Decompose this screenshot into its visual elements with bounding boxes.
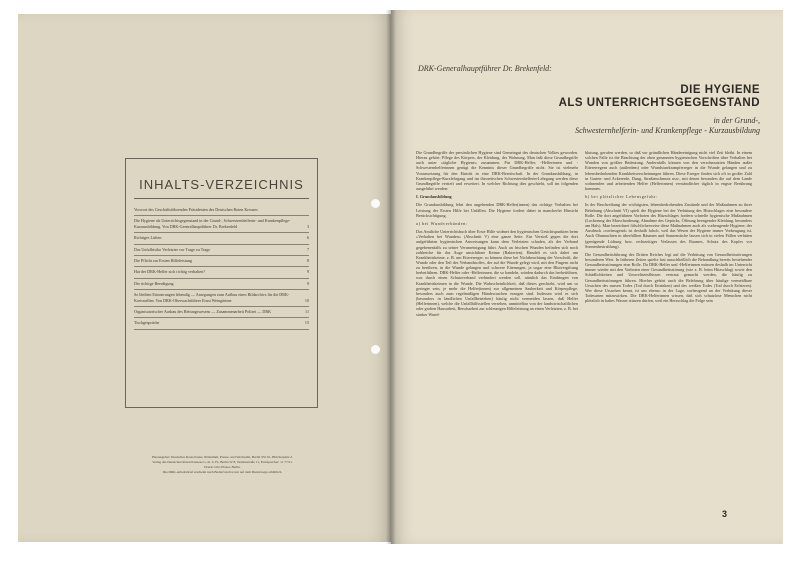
article-title (410, 84, 760, 110)
toc-entry (134, 205, 309, 216)
toc-entry-page: 9 (306, 280, 309, 286)
imprint (120, 455, 325, 475)
subsection-heading: a) bei Wundverbänden: (416, 220, 468, 226)
article-column-1 (416, 150, 578, 535)
toc-entry-page: 8 (306, 258, 309, 264)
toc-entry-page: 15 (304, 320, 309, 326)
subsection-heading: b) bei plötzlicher Lebensgefahr: (585, 194, 658, 200)
table-of-contents (125, 158, 318, 408)
toc-entry-title: Die Pflicht zur Ersten Hilfeleistung (134, 258, 192, 264)
toc-entry-page: 3 (306, 223, 309, 229)
paragraph: Die Gesundheitsführung des Dritten Reiches legt auf die Verhütung von Gesundheitsstörungen besonderen Wert. In früheren Zeiten spielte fast ausschließlich die Behandlung bereits bestehender Gesundheitsstörungen eine Rolle. Da DRK-Helfer und -Helferinnen müssen deshalb im Unterricht immer wieder mit den Vorboten einer Gesundheitsstörung (wie z. B. beim Hitzschlag) sowie den Schädlichkeiten und Umweltseinflüssen vertraut gemacht werden, die häufig zu Gesundheitsstörungen führen. Hierher gehört auch die Belehrung über häufige vermeidbare Ursachen des nassen Todes (Tod durch Ertrinken) und des weißen Todes (Tod durch Erfrieren). Wer diese Ursachen kennt, ist um ebenso in der Lage, vorbeugend an der Verhütung dieser Todesarten mitzuwirken. Die DRK-Helferinnen wissen, daß sich schutzlose Menschen nicht plötzlich in kaltes Wasser stürzen dürfen, weil ein Herzschlag die Folge sein (585, 251, 752, 304)
section-heading: I. Grundausbildung (416, 194, 452, 200)
subtitle-line: in der Grund-, (713, 116, 760, 125)
punch-hole (371, 345, 380, 354)
imprint-line: Druck: Otto Elsner, Berlin. (204, 465, 241, 469)
toc-entry (134, 256, 309, 267)
paragraph: Die Grundausbildung lehrt den angehenden DRK-Helfer(innen) das richtige Verhalten bei Leistung der Ersten Hilfe bei Unfällen. Die Hygiene fordert dabei in mancherlei Hinsicht Berücksichtigung. (416, 202, 578, 218)
book-gutter (386, 10, 396, 544)
title-line: ALS UNTERRICHTSGEGENSTAND (558, 97, 760, 109)
article-column-2 (585, 150, 752, 525)
toc-entry (134, 279, 309, 290)
toc-entry-title: Die Hygiene als Unterrichtsgegenstand in der Grund-, Schwesternhelferin- und Krankenpflege-Kurzausbildung. Von DRK-Generalhauptführer Dr. Brekenfeld (134, 218, 291, 229)
toc-entry-page: 9 (306, 269, 309, 275)
imprint-line: Herausgeber: Deutsches Rotes Kreuz, Präsidium, Presse- und Werbeamt, Berlin SW 61, Blücherplatz 2. (152, 455, 293, 459)
toc-entry (134, 318, 309, 329)
imprint-line: Verlag des Deutschen Roten Kreuzes G. m. b. H., Berlin W 8, Taubenstraße 11, Fernsprecher: 11 77 91. (152, 460, 293, 464)
toc-entry-page: 11 (305, 309, 309, 315)
subtitle-line: Schwesternhelferin- und Krankenpflege - Kurzausbildung (575, 126, 760, 135)
toc-entry (134, 245, 309, 256)
toc-entry-page: 7 (306, 246, 309, 252)
paragraph: In der Beschreibung der wichtigsten, lebensbedrohenden Zustände und der Maßnahmen zu ihrer Behebung (Abschnitt VI) spielt die Hygiene bei der Verhütung des Hitzschlages eine besondere Rolle. Die dort angeführten Vorboten des Hitzschlages fordern schnelle hygienische Maßnahmen (Lockerung der Marschordnung, Abnahme des Gepäcks, Öffnung beengender Kleidung, besonders am Hals). Man bezeichnet fälschlicherweise diese Maßnahmen auch als vorbeugende Hygiene; der Ausdruck »vorbeugend« ist deshalb falsch, weil das Wesen der Hygiene immer Vorbeugung ist. Auch Ohnmachten in überfüllten Räumen und Sonnenstiche lassen sich in vielen Fällen verhüten (genügende Lüftung bzw. rechtzeitiges Verlassen des Raumes, Schutz des Kopfes vor Sonnenbestrahlung). (585, 202, 752, 249)
toc-entry-title: Vorwort des Geschäftsführenden Präsidenten des Deutschen Roten Kreuzes (134, 207, 258, 212)
imprint-line: Die DRK-Arbeitsbrief erscheint nach Bedarf und ist nur auf dem Dienstwege erhältlich. (162, 470, 283, 474)
toc-entry-title: Die richtige Beerdigung (134, 280, 174, 286)
toc-entry-page: 6 (306, 235, 309, 241)
toc-entry (134, 267, 309, 278)
article-byline: DRK-Generalhauptführer Dr. Brekenfeld: (418, 64, 552, 73)
paragraph: Die Grundbegriffe der persönlichen Hygiene sind Gemeingut des deutschen Volkes geworden. Hierzu gehört: Pflege des Körpers, der Kleidung, der Wohnung. Man faßt diese Grundbegriffe auch unter »tägliche Hygiene« zusammen. Für DRK-Helfer, -Helferinnen und -Schwesternhelferinnen genügt die Kenntnis dieser Grundbegriffe nicht. Sie ist vielmehr Voraussetzung für den Eintritt in eine DRK-Bereitschaft. In der Grundausbildung, in Krankenpflege-Kurzlehrgang und im theoretischen Schwesternhelferin-Lehrgang werden diese Grundbegriffe vertieft und erweitert. In welcher Richtung dies geschieht, soll im folgenden ausgeführt werden: (416, 150, 578, 192)
punch-hole (371, 199, 380, 208)
toc-entry-title: So bleiben Erinnerungen lebendig — Anregungen zum Aufbau eines Bildarchivs für die DRK-Kreisstellen. Von DRK-Oberwachtführer Ernst Weingärtner (134, 292, 290, 303)
toc-list (134, 205, 309, 330)
toc-entry-title: Tischgespräche (134, 320, 160, 326)
toc-entry-title: Das Unfallrisiko Verletzter vor Trage zu Trage (134, 246, 211, 252)
toc-title: INHALTS-VERZEICHNIS (139, 177, 304, 192)
toc-entry-page: 10 (304, 297, 309, 303)
page-number: 3 (722, 509, 728, 519)
paragraph: blutung, gerufen werden, so daß vor gründlichen Händereinigung nicht viel Zeit bleibt. In einem solchen Falle ist die Beachtung der oben genannten hygienischen Vorschriften über Verhalten bei Wunden von größter Bedeutung. Andernfalls können von den verschmutzten Händen außer Eitererregern auch (außerdem) oder Wundstarrkrampferreger in die Wunde gelangen und zu lebensbedrohenden Krankheitserscheinungen führen. Diese Erreger finden sich oft in großer Zahl in Garten- und Ackererde, Dung, Straßenschmutz usw., mit denen besonders die auf dem Lande wohnenden und arbeitenden Helfer (Helferinnen) verständlicher täglich in engste Berührung kommen. (585, 150, 752, 192)
toc-entry-title: Richtiges Lüften (134, 235, 162, 241)
toc-divider (134, 198, 309, 199)
toc-entry-title: Hat der DRK-Helfer sich richtig verhalten? (134, 269, 206, 275)
title-line: DIE HYGIENE (680, 84, 760, 96)
article-subtitle (410, 116, 760, 136)
paragraph: Das Amtliche Unterrichtsbuch über Erste Hilfe widmet den hygienischen Gesichtspunkten beim »Verhalten bei Wunden« (Abschnitt V) eine ganze Seite. Ein Verstoß gegen die dort aufgeführten hygienischen Anweisungen kann dem Verletzten schaden, als der Verband gegebenenfalls zu seiner Verunreinigung führt. Auch an frischen Wunden befinden sich noch zahlreiche für das Auge unsichtbare Keime (Bakterien). Handelt es sich dabei um Krankheitskeime, z. B. um Eitererreger, so können diese bei Nichtbeachtung der Vorschrift, die Wunde oder den Teil des Verbandstoffes, der auf die Wunde gelegt wird, mit den Fingern nicht zu berühren, in die Wunde gelangen und schwere Eiterungen, ja sogar eine Blutvergiftung herbeiführen. DRK-Helfer oder -Helferinnen, die so handeln, würden dadurch das herbeiführen, was durch einen Schutzverband verhindert werden soll, nämlich das Eindringen von Krankheitskeimen in die Wunde. Die Wahrscheinlichkeit, daß dieses geschieht, wird um so geringer sein, je mehr die Helfer(innen) zur allgemeinen Sauberkeit und Körperpflege, besonders auch zum regelmäßigen Händewaschen erzogen sind. Indessen wird es sich (besonders in ländlichen Unfallbetrieben) häufig nicht vermeiden lassen, daß Helfer (Helferinnen), welche die Unfallhilfsstellen versehen, unmittelbar von der landwirtschaftlichen oder groben Hausarbeit, Berufsarbeit zur schleunigen Hilfeleistung an einen Verletzten, z. B. bei starker Wund- (416, 229, 578, 317)
toc-entry (134, 290, 309, 307)
toc-entry (134, 233, 309, 244)
toc-entry (134, 307, 309, 318)
toc-entry (134, 216, 309, 233)
toc-entry-title: Organisatorischer Ausbau des Rettungswesens — Zusammenarbeit Polizei — DRK (134, 309, 272, 315)
